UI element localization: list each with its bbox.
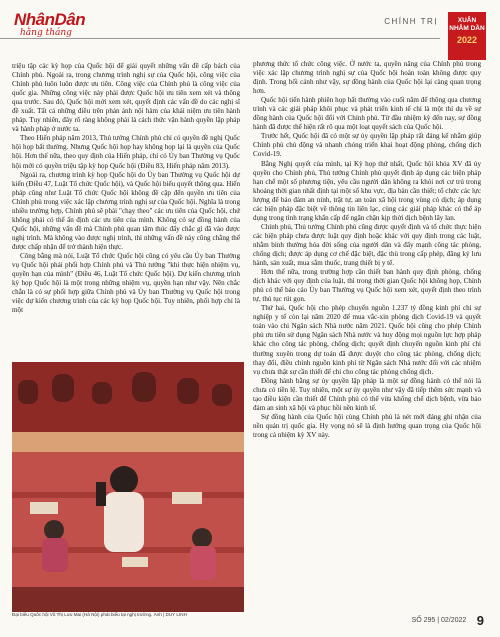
paragraph: Trước hết, Quốc hội đã có một sự ủy quyền lập pháp rất đáng kể nhằm giúp Chính phủ chủ động và nhanh chóng triển khai hoạt động phòng, chống dịch Covid-19. <box>253 132 481 159</box>
paragraph: Sự đồng hành của Quốc hội cùng Chính phủ là nét mới đáng ghi nhận của nền quản trị quốc gia. Hy vọng nó sẽ là định hướng quan trọng của Quốc hội trong cả nhiệm kỳ XV này. <box>253 412 481 439</box>
paragraph: Ngoài ra, chương trình kỳ họp Quốc hội do Ủy ban Thường vụ Quốc hội dự kiến (Điều 47, Luật Tổ chức Quốc hội), và Quốc hội biểu quyết thông qua. Hiến pháp cũng như Luật Tổ chức Quốc hội không đề cập đến quyền ưu tiên của Chính phủ trong việc xác lập chương trình nghị sự của Quốc hội. Nghĩa là trong nhiều trường hợp, Chính phủ sẽ phải "chạy theo" các ưu tiên của Quốc hội, chứ không phải có thể ấn định các ưu tiên của mình. Không có sự đồng hành của Quốc hội, những vấn đề mà Chính phủ quan tâm thúc đẩy chắc gì đã vào được nghị trình. Mà không vào được nghị trình, thì những vấn đề này cũng chẳng thể được chấp nhận để trở thành hiện thực. <box>12 170 240 251</box>
badge-line2: NHÂM DẦN <box>449 25 485 32</box>
issue-badge <box>448 12 486 60</box>
issue-number: SỐ 295 | 02/2022 <box>411 617 467 625</box>
badge-line1: XUÂN <box>457 17 477 24</box>
logo-brand: NhânDân <box>14 10 86 29</box>
photo-caption: Đại biểu Quốc hội Vũ Thị Lưu Mai (Hà Nội) phát biểu tại nghị trường. Ảnh | DUY LINH <box>12 612 187 617</box>
paragraph: Theo Hiến pháp năm 2013, Thủ tướng Chính phủ chỉ có quyền đề nghị Quốc hội họp bất thường. Nhưng Quốc hội họp hay không họp lại là quyền của Quốc hội. Hơn thế nữa, theo quy định của Hiến pháp, chỉ có Ủy ban Thường vụ Quốc hội mới có quyền triệu tập kỳ họp Quốc hội (Điều 83, Hiến pháp năm 2013). <box>12 134 240 170</box>
paragraph: Đồng hành bằng sự ủy quyền lập pháp là một sự đồng hành có thể nói là chưa có tiền lệ. Tuy nhiên, một sự ủy quyền như vậy đã tiếp thêm sức mạnh và tạo điều kiện cần thiết để Chính phủ có thể vừa khống chế dịch bệnh, vừa bảo đảm an sinh xã hội và phục hồi nền kinh tế. <box>253 376 481 412</box>
article-photo <box>12 362 244 612</box>
paragraph: Bằng Nghị quyết của mình, tại Kỳ họp thứ nhất, Quốc hội khóa XV đã ủy quyền cho Chính phủ, Thủ tướng Chính phủ quyết định áp dụng các biện pháp hạn chế một số phương tiện, yêu cầu người dân không ra khỏi nơi cư trú trong khoảng thời gian nhất định tại một số khu vực, địa bàn cần thiết; tổ chức các lực lượng để bảo đảm an ninh, trật tự, an toàn xã hội trong vùng có dịch; áp dụng các biện pháp đặc biệt về thông tin liên lạc, cùng các giải pháp khác có thể áp dụng trong tình trạng khẩn cấp để ngăn chặn kịp thời dịch bệnh lây lan. <box>253 159 481 222</box>
page-footer <box>412 612 484 630</box>
paragraph: triệu tập các kỳ họp của Quốc hội để giải quyết những vấn đề cấp bách của Chính phủ. Ngoài ra, trong chương trình nghị sự của Quốc hội, công việc của Chính phủ luôn luôn được ưu tiên. Công việc của Chính phủ là công việc của quốc gia. Những công việc này phải được Quốc hội ưu tiên xem xét và thông qua trước. Sau đó, Quốc hội mới xem xét, quyết định các vấn đề do các nghị sĩ đề xuất. Tất cả những điều trên phản ánh nội hàm của khái niệm ưu tiên hành pháp. Tuy nhiên, đây rõ ràng không phải là cách thức vận hành quyền lập pháp và hành pháp ở nước ta. <box>12 62 240 134</box>
paragraph: Thứ hai, Quốc hội cho phép chuyển nguồn 1.237 tỷ đồng kinh phí chi sự nghiệp y tế còn lại năm 2020 để mua vắc-xin phòng dịch Covid-19 và quyết toán vào chi Ngân sách Nhà nước năm 2021. Quốc hội cũng cho phép Chính phủ ưu tiên sử dụng Ngân sách Nhà nước và huy động mọi nguồn lực hợp pháp khác cho công tác phòng, chống dịch; quyết định chuyển nguồn kinh phí chi thường xuyên trong dự toán đã được duyệt cho công tác phòng, chống dịch; thay đổi, điều chỉnh nguồn kinh phí từ Ngân sách Nhà nước đối với các nhiệm vụ chưa thật sự cần thiết để chi cho công tác phòng chống dịch. <box>253 304 481 376</box>
paragraph: phương thức tổ chức công việc. Ở nước ta, quyền năng của Chính phủ trong việc xác lập chương trình nghị sự của Quốc hội hoàn toàn không được quy định. Trong bối cảnh như vậy, sự đồng hành của Quốc hội lại càng quan trọng hơn. <box>253 60 481 96</box>
article-left-column <box>12 62 240 315</box>
logo-subtitle: hằng tháng <box>20 28 72 38</box>
paragraph: Quốc hội tiến hành phiên họp bất thường vào cuối năm để thông qua chương trình và các giải pháp khôi phục và phát triển kinh tế chỉ là một thí dụ về sự đồng hành của Quốc hội đối với Chính phủ. Từ đầu nhiệm kỳ đến nay, sự đồng hành đã được thể hiện rất rõ qua một loạt quyết sách của Quốc hội. <box>253 96 481 132</box>
header-divider <box>0 38 440 39</box>
badge-year: 2022 <box>456 35 478 45</box>
page-number: 9 <box>476 613 484 629</box>
paragraph: Chính phủ, Thủ tướng Chính phủ cũng được quyết định và tổ chức thực hiện các biện pháp chưa được luật quy định hoặc khác với quy định trong các luật, nhằm bình thường hóa đời sống của người dân và đẩy mạnh công tác phòng, chống dịch; được áp dụng cơ chế đặc biệt, đặc thù trong cấp phép, đăng ký lưu hành, sản xuất, mua sắm thuốc, trang thiết bị y tế. <box>253 222 481 268</box>
paragraph: Hơn thế nữa, trong trường hợp cần thiết ban hành quy định phòng, chống dịch khác với quy định của luật, thì trong thời gian Quốc hội không họp, Chính phủ có thể báo cáo Ủy ban Thường vụ Quốc hội xem xét, quyết định theo trình tự, thủ tục rút gọn. <box>253 268 481 304</box>
paragraph: Công bằng mà nói, Luật Tổ chức Quốc hội cũng có yêu cầu Ủy ban Thường vụ Quốc hội phải phối hợp Chính phủ và Thủ tướng "khi thực hiện nhiệm vụ, quyền hạn của mình" (Điều 46, Luật Tổ chức Quốc hội). Dự kiến chương trình kỳ họp Quốc hội là một trong những nhiệm vụ, quyền hạn như vậy. Nên chắc chắn là có sự phối hợp giữa Chính phủ và Ủy ban Thường vụ Quốc hội trong việc dự kiến chương trình của các kỳ họp Quốc hội. Tuy nhiên, phối hợp chỉ là một <box>12 251 240 315</box>
article-right-column <box>253 60 481 440</box>
page-header <box>0 0 500 58</box>
section-label: CHÍNH TRỊ <box>384 17 438 26</box>
